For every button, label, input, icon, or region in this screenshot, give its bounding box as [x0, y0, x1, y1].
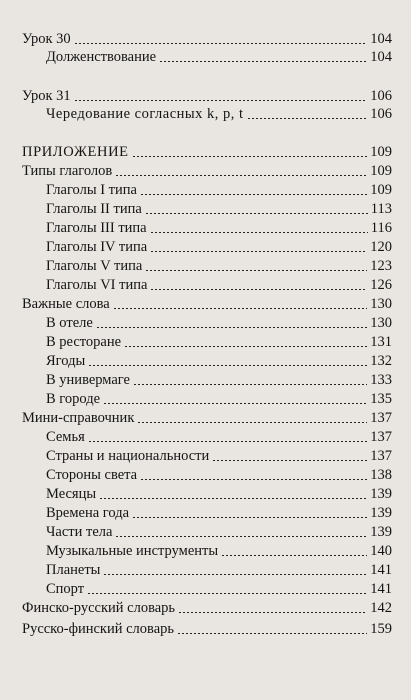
toc-label: В универмаге — [46, 372, 130, 388]
toc-label: Стороны света — [46, 467, 138, 483]
dot-leader — [177, 633, 367, 634]
toc-entry-verbs-type-6[interactable] — [46, 276, 392, 294]
toc-label: Финско-русский словарь — [22, 600, 176, 616]
dot-leader — [150, 232, 368, 233]
dot-leader — [74, 43, 368, 44]
dot-leader — [96, 327, 367, 328]
toc-entry-lesson-31[interactable] — [22, 87, 392, 105]
toc-entry-finnish-russian-dictionary[interactable] — [22, 599, 392, 617]
toc-label: Урок 31 — [22, 88, 71, 104]
toc-entry-verbs-type-2[interactable] — [46, 200, 392, 218]
toc-page-number: 123 — [370, 258, 392, 274]
dot-leader — [133, 384, 367, 385]
toc-label: Русско-финский словарь — [22, 621, 174, 637]
toc-page-number: 130 — [370, 296, 392, 312]
dot-leader — [212, 460, 367, 461]
toc-entry-berries[interactable] — [46, 352, 392, 370]
toc-entry-verb-types[interactable] — [22, 162, 392, 180]
dot-leader — [145, 213, 368, 214]
dot-leader — [159, 61, 367, 62]
dot-leader — [140, 194, 367, 195]
toc-page-number: 126 — [370, 277, 392, 293]
dot-leader — [150, 251, 367, 252]
toc-label: Глаголы IV типа — [46, 239, 148, 255]
toc-page-number: 137 — [370, 448, 392, 464]
toc-entry-seasons[interactable] — [46, 504, 392, 522]
dot-leader — [115, 175, 367, 176]
toc-entry-verbs-type-1[interactable] — [46, 181, 392, 199]
toc-entry-consonant-gradation[interactable] — [46, 105, 392, 123]
toc-label: Долженствование — [46, 49, 157, 65]
dot-leader — [115, 536, 367, 537]
toc-page-number: 141 — [370, 562, 392, 578]
toc-page-number: 131 — [370, 334, 392, 350]
toc-entry-obligation[interactable] — [46, 48, 392, 66]
toc-label: Части тела — [46, 524, 113, 540]
toc-page-number: 142 — [370, 600, 392, 616]
dot-leader — [247, 118, 368, 119]
toc-page-number: 135 — [370, 391, 392, 407]
dot-leader — [88, 365, 367, 366]
toc-entry-planets[interactable] — [46, 561, 392, 579]
toc-label: Планеты — [46, 562, 101, 578]
toc-entry-months[interactable] — [46, 485, 392, 503]
toc-label: Мини-справочник — [22, 410, 135, 426]
toc-entry-family[interactable] — [46, 428, 392, 446]
toc-entry-cardinal-directions[interactable] — [46, 466, 392, 484]
toc-page-number: 116 — [370, 220, 392, 236]
toc-entry-instruments[interactable] — [46, 542, 392, 560]
dot-leader — [103, 403, 367, 404]
toc-label: Урок 30 — [22, 31, 71, 47]
dot-leader — [103, 574, 367, 575]
toc-page-number: 109 — [370, 144, 392, 160]
dot-leader — [132, 156, 368, 157]
toc-page-number: 159 — [370, 621, 392, 637]
dot-leader — [132, 517, 367, 518]
toc-entry-verbs-type-3[interactable] — [46, 219, 392, 237]
toc-label: Музыкальные инструменты — [46, 543, 219, 559]
toc-label: Типы глаголов — [22, 163, 113, 179]
dot-leader — [113, 308, 368, 309]
toc-entry-russian-finnish-dictionary[interactable] — [22, 620, 392, 638]
toc-entry-in-the-city[interactable] — [46, 390, 392, 408]
toc-entry-mini-reference[interactable] — [22, 409, 392, 427]
toc-page-number: 138 — [370, 467, 392, 483]
toc-page-number: 104 — [370, 49, 392, 65]
toc-label: Страны и национальности — [46, 448, 210, 464]
toc-entry-hotel[interactable] — [46, 314, 392, 332]
toc-page-number: 137 — [370, 429, 392, 445]
toc-label: Глаголы VI типа — [46, 277, 148, 293]
toc-label: Глаголы II типа — [46, 201, 142, 217]
dot-leader — [221, 555, 367, 556]
toc-label: Важные слова — [22, 296, 110, 312]
toc-label: Глаголы V типа — [46, 258, 143, 274]
toc-page-number: 141 — [370, 581, 392, 597]
toc-label: ПРИЛОЖЕНИЕ — [22, 144, 129, 160]
toc-page-number: 140 — [370, 543, 392, 559]
toc-entry-restaurant[interactable] — [46, 333, 392, 351]
toc-entry-verbs-type-5[interactable] — [46, 257, 392, 275]
dot-leader — [124, 346, 367, 347]
toc-entry-countries[interactable] — [46, 447, 392, 465]
dot-leader — [88, 441, 368, 442]
dot-leader — [74, 100, 368, 101]
toc-label: Глаголы I типа — [46, 182, 137, 198]
toc-page-number: 137 — [370, 410, 392, 426]
toc-label: В отеле — [46, 315, 93, 331]
toc-page-number: 139 — [370, 486, 392, 502]
toc-page-number: 104 — [370, 31, 392, 47]
dot-leader — [99, 498, 367, 499]
toc-entry-appendix[interactable] — [22, 143, 392, 161]
toc-page-number: 109 — [370, 182, 392, 198]
toc-label: Семья — [46, 429, 85, 445]
toc-entry-department-store[interactable] — [46, 371, 392, 389]
toc-page-number: 113 — [370, 201, 392, 217]
dot-leader — [150, 289, 367, 290]
toc-page-number: 106 — [370, 106, 392, 122]
toc-label: Ягоды — [46, 353, 86, 369]
toc-page-number: 133 — [370, 372, 392, 388]
toc-page-number: 132 — [370, 353, 392, 369]
toc-entry-important-words[interactable] — [22, 295, 392, 313]
toc-page-number: 106 — [370, 88, 392, 104]
toc-label: В городе — [46, 391, 101, 407]
toc-label: Чередование согласных k, p, t — [46, 106, 244, 122]
toc-label: В ресторане — [46, 334, 122, 350]
toc-label: Времена года — [46, 505, 130, 521]
toc-page-number: 109 — [370, 163, 392, 179]
toc-entry-lesson-30[interactable] — [22, 30, 392, 48]
dot-leader — [137, 422, 367, 423]
toc-entry-verbs-type-4[interactable] — [46, 238, 392, 256]
toc-entry-body-parts[interactable] — [46, 523, 392, 541]
toc-entry-sport[interactable] — [46, 580, 392, 598]
toc-page-number: 120 — [370, 239, 392, 255]
dot-leader — [87, 593, 367, 594]
toc-page-number: 130 — [370, 315, 392, 331]
dot-leader — [178, 612, 367, 613]
dot-leader — [140, 479, 367, 480]
dot-leader — [145, 270, 367, 271]
toc-label: Спорт — [46, 581, 85, 597]
toc-page-number: 139 — [370, 524, 392, 540]
toc-label: Месяцы — [46, 486, 97, 502]
toc-page-number: 139 — [370, 505, 392, 521]
toc-label: Глаголы III типа — [46, 220, 147, 236]
